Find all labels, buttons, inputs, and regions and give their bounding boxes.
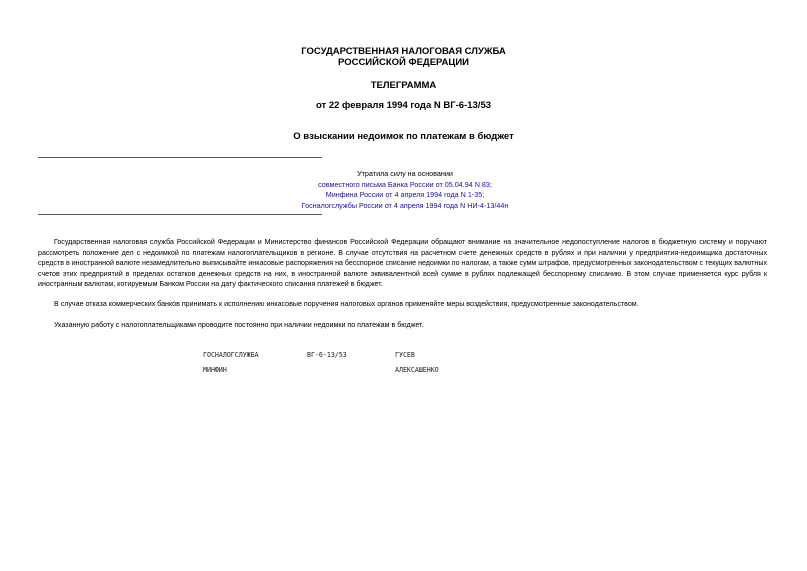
status-note-link-tax-service[interactable]: Госналогслужбы России от 4 апреля 1994 года N НИ-4-13/44н bbox=[301, 200, 509, 210]
signature-org-tax-service: ГОСНАЛОГСЛУЖБА bbox=[203, 351, 259, 359]
divider-bottom bbox=[38, 214, 322, 215]
body-paragraph-1: Государственная налоговая служба Российской Федерации и Министерство финансов Российской Федерации обращают внимание на значительное недопоступление налогов в бюджетную систему и поручают рассмотреть положение дел с недоимкой по платежам налогоплательщиков в регионе. В случае отсутствия на расчетном счете денежных средств в рублях и при наличии у предприятия-недоимщика достаточных средств в иностранной валюте незамедлительно выписывайте инкасовые распоряжения на бесспорное списание недоимки по налогам, а также сумм штрафов, предусмотренных законодательством с текущих валютных счетов этих предприятий в пределах остатков денежных средств на них, в иностранной валюте эквивалентной всей сумме в рублях подлежащей бесспорному списанию. В этом случае применяется курс рубля к иностранным валютам, котируемым Банком России на дату фактического списания платежей в бюджет. bbox=[38, 238, 767, 289]
status-note bbox=[275, 169, 535, 211]
document-date-number: от 22 февраля 1994 года N ВГ-6-13/53 bbox=[315, 100, 492, 111]
status-note-link-minfin[interactable]: Минфина России от 4 апреля 1994 года N 1-35; bbox=[325, 190, 485, 199]
agency-name-line2: РОССИЙСКОЙ ФЕДЕРАЦИИ bbox=[337, 57, 469, 68]
document-title: О взыскании недоимок по платежам в бюджет bbox=[293, 131, 514, 142]
signature-org-minfin: МИНФИН bbox=[203, 366, 227, 374]
status-note-intro: Утратила силу на основании bbox=[357, 169, 453, 178]
signature-doc-number: ВГ-6-13/53 bbox=[307, 351, 347, 359]
signature-name-aleksashenko: АЛЕКСАШЕНКО bbox=[395, 366, 439, 374]
status-note-link-bank[interactable]: совместного письма Банка России от 05.04.94 N 83; bbox=[318, 179, 492, 189]
body-paragraph-2: В случае отказа коммерческих банков принимать к исполнению инкасовые поручения налоговых органов применяйте меры воздействия, предусмотренные законодательством. bbox=[54, 300, 639, 308]
signature-name-gusev: ГУСЕВ bbox=[395, 351, 415, 359]
body-paragraph-3: Указанную работу с налогоплательщиками проводите постоянно при наличии недоимки по платежам в бюджет. bbox=[54, 321, 424, 329]
document-type: ТЕЛЕГРАММА bbox=[370, 80, 437, 91]
agency-name-line1: ГОСУДАРСТВЕННАЯ НАЛОГОВАЯ СЛУЖБА bbox=[301, 46, 506, 57]
divider-top bbox=[38, 157, 322, 158]
